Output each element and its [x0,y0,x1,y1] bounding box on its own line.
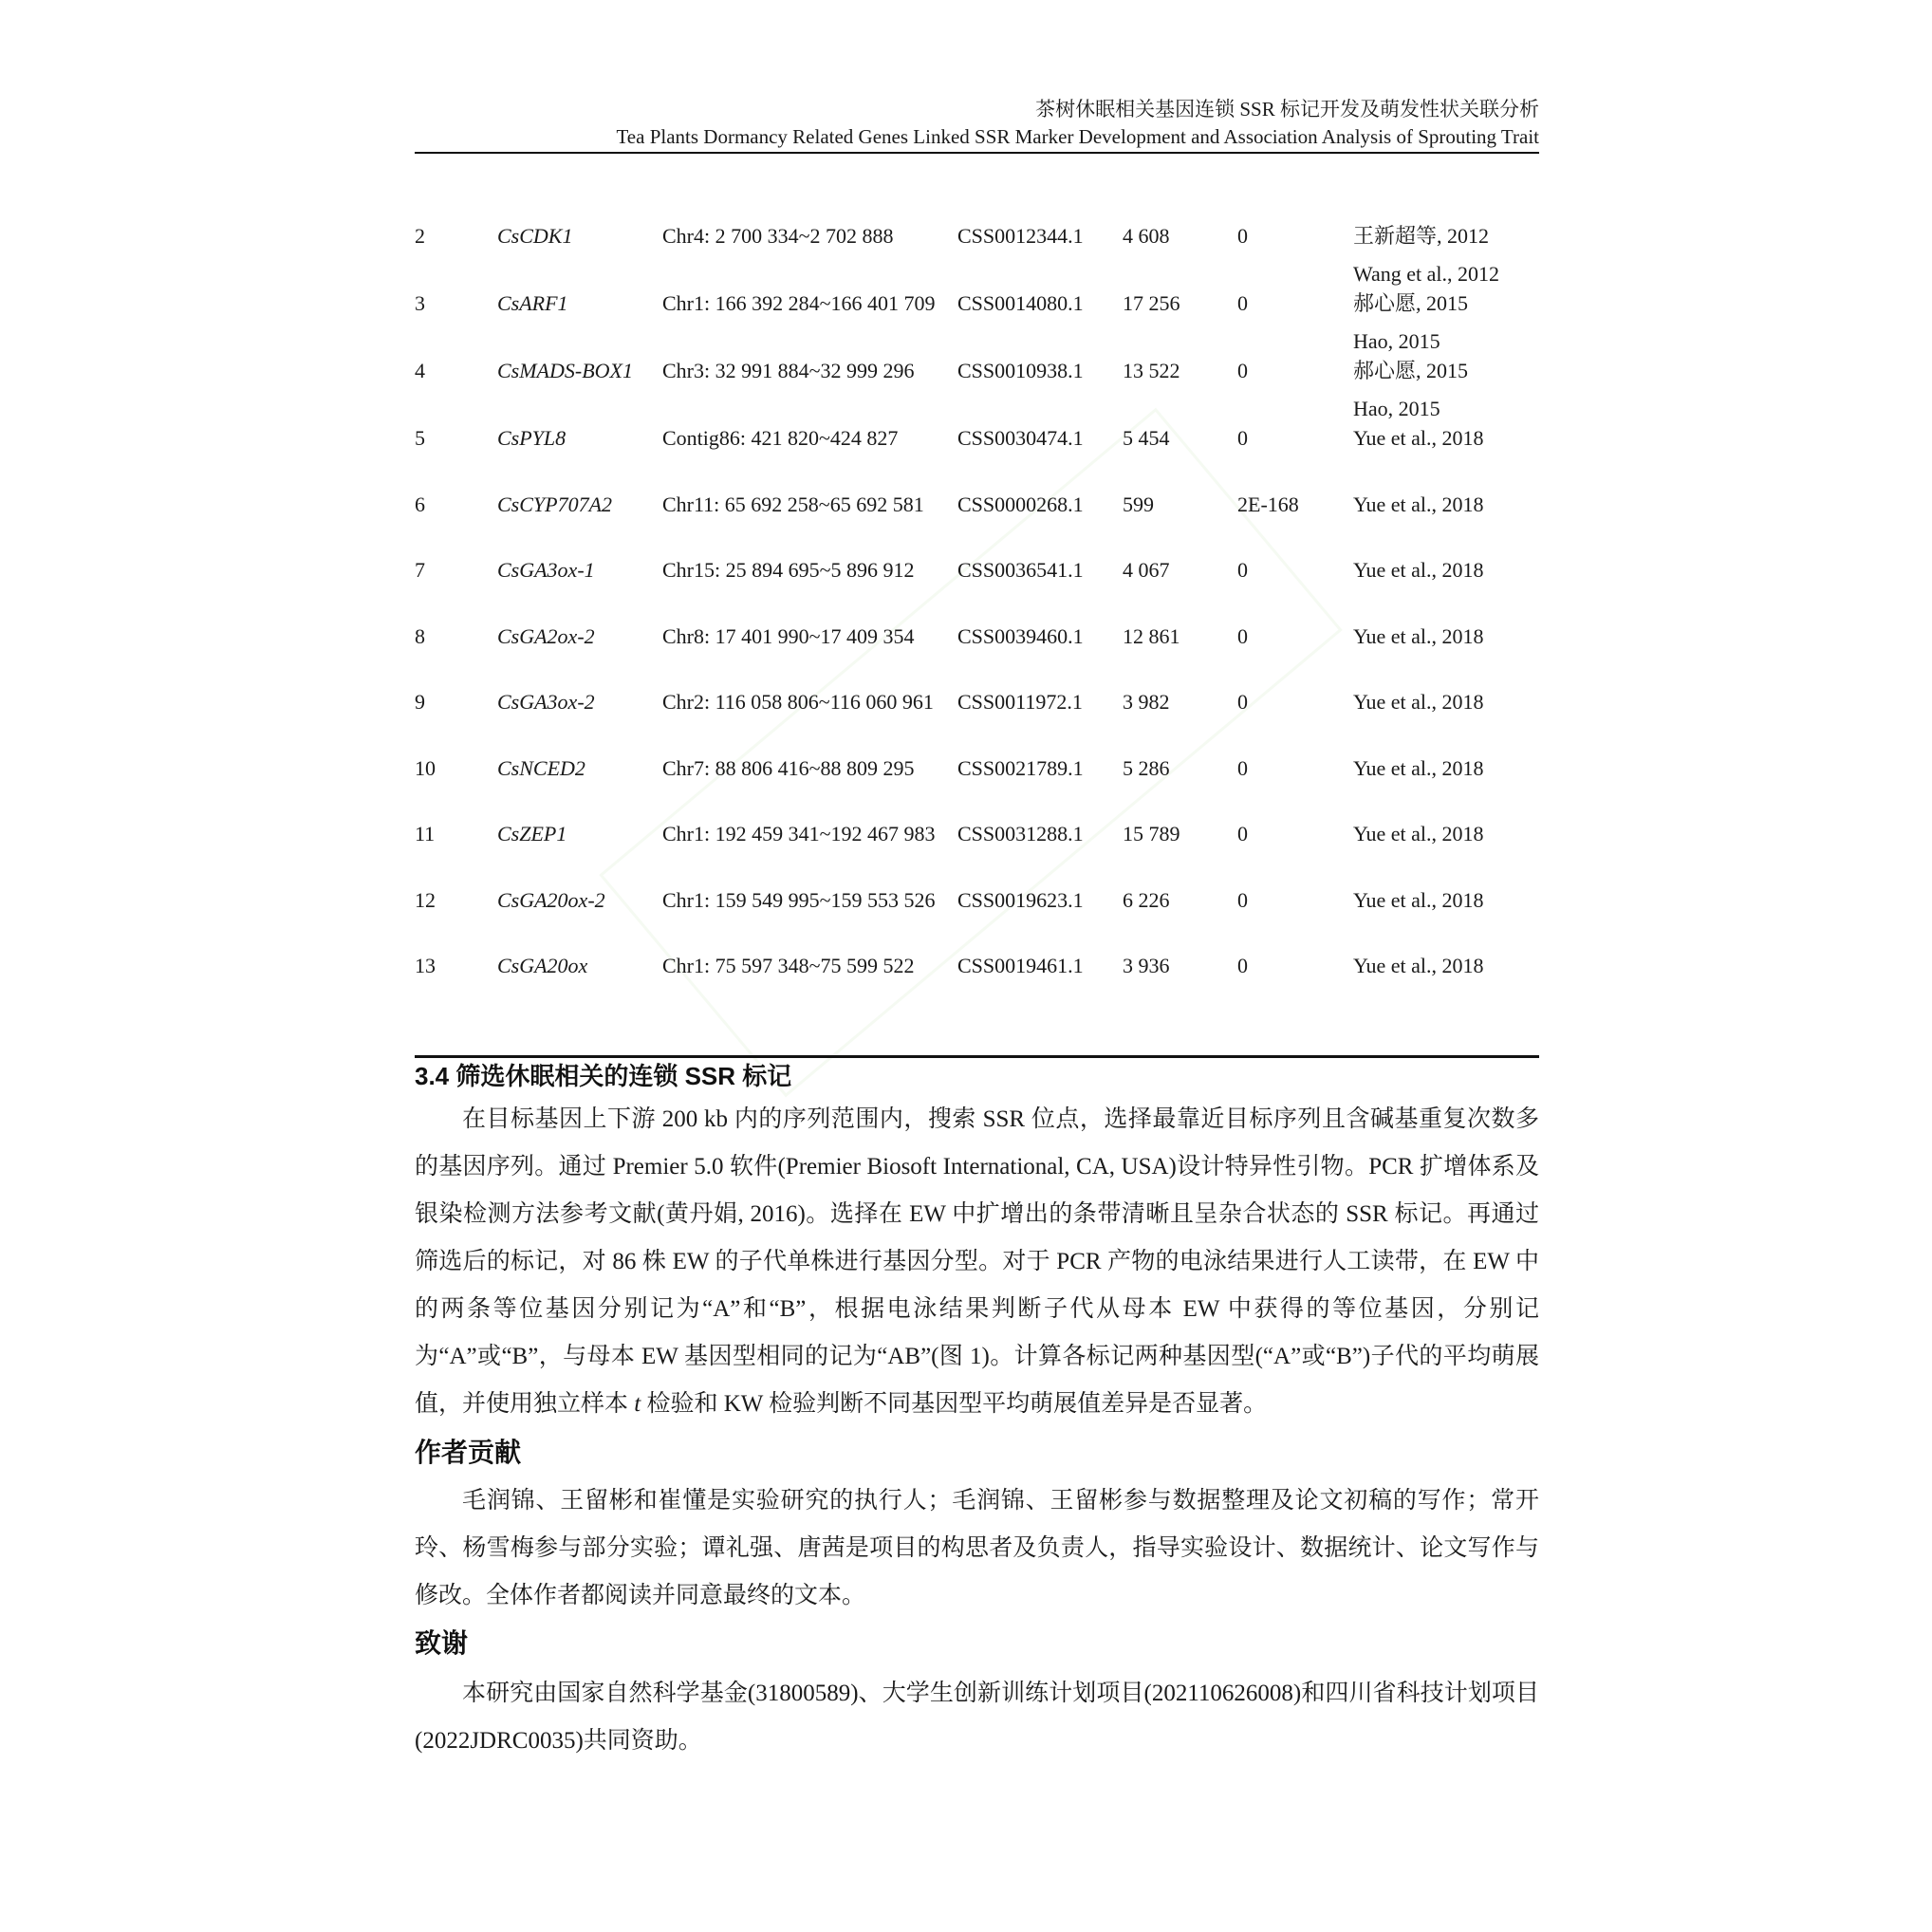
reference: Yue et al., 2018 [1353,426,1484,450]
gene-length-cell [1123,226,1237,293]
gene-name: CsZEP1 [497,822,567,845]
gene-length: 12 861 [1123,623,1180,648]
gene-name-cell [497,226,662,293]
reference-cell [1353,361,1539,428]
chromosome-location: Chr15: 25 894 695~5 896 912 [662,558,915,582]
reference: Yue et al., 2018 [1353,887,1484,912]
reference-cell [1353,755,1539,825]
table-row [415,890,1539,957]
section-heading-contributions: 作者贡献 [415,1438,522,1467]
reference-cell [1353,226,1539,293]
row-number: 8 [415,623,425,648]
e-value-cell [1237,494,1353,561]
acknowledgements-body [415,1670,1539,1765]
e-value: 0 [1237,887,1248,912]
table-row [415,758,1539,825]
gene-id: CSS0010938.1 [957,359,1084,382]
reference: Hao, 2015 [1353,397,1440,420]
reference: Hao, 2015 [1353,329,1440,353]
gene-name-cell [497,293,662,361]
gene-id-cell [957,824,1123,890]
gene-table-body [415,226,1539,1022]
row-number: 7 [415,558,425,582]
row-number-cell [415,824,497,890]
gene-name: CsNCED2 [497,755,585,780]
e-value: 0 [1237,755,1248,780]
e-value: 0 [1237,359,1248,382]
gene-length: 3 982 [1123,690,1170,714]
reference-cell [1353,494,1539,561]
reference: Yue et al., 2018 [1353,954,1484,977]
e-value-cell [1237,293,1353,361]
table-row [415,824,1539,890]
table-row [415,226,1539,293]
chromosome-location-cell [662,623,957,693]
chromosome-location: Chr3: 32 991 884~32 999 296 [662,359,915,382]
acknowledgements-paragraph: 本研究由国家自然科学基金(31800589)、大学生创新训练计划项目(202110626008)和四川省科技计划项目(2022JDRC0035)共同资助。 [415,1681,1539,1754]
chromosome-location: Contig86: 421 820~424 827 [662,426,899,450]
gene-name: CsGA3ox-2 [497,690,595,714]
gene-id: CSS0011972.1 [957,690,1083,714]
gene-length-cell [1123,623,1237,693]
section-heading-acknowledgements: 致谢 [415,1628,469,1658]
gene-id-cell [957,428,1123,494]
reference: Yue et al., 2018 [1353,690,1484,714]
gene-id-cell [957,560,1123,626]
gene-id-cell [957,494,1123,561]
reference: Yue et al., 2018 [1353,558,1484,582]
reference: 郝心愿, 2015 [1353,291,1469,315]
e-value-cell [1237,824,1353,890]
gene-length: 4 067 [1123,558,1170,582]
table-row [415,494,1539,561]
e-value: 0 [1237,291,1248,315]
section-3-4-text-b: 检验和 KW 检验判断不同基因型平均萌展值差异是否显著。 [641,1391,1268,1417]
gene-table [415,226,1539,1022]
reference: Wang et al., 2012 [1353,262,1500,286]
gene-name: CsCYP707A2 [497,492,613,516]
running-head [415,95,1539,150]
gene-id: CSS0014080.1 [957,291,1084,315]
e-value-cell [1237,226,1353,293]
chromosome-location-cell [662,692,957,758]
reference: 王新超等, 2012 [1353,224,1490,248]
gene-id: CSS0000268.1 [957,492,1084,516]
e-value-cell [1237,623,1353,693]
chromosome-location: Chr4: 2 700 334~2 702 888 [662,224,894,248]
reference-cell [1353,887,1539,957]
row-number: 4 [415,359,425,382]
gene-id-cell [957,755,1123,825]
gene-name: CsGA2ox-2 [497,623,595,648]
chromosome-location: Chr1: 192 459 341~192 467 983 [662,822,936,845]
gene-name: CsPYL8 [497,426,567,450]
e-value: 2E-168 [1237,492,1299,516]
row-number: 2 [415,224,425,248]
reference: Yue et al., 2018 [1353,492,1484,516]
row-number-cell [415,428,497,494]
table-row [415,626,1539,693]
gene-length: 15 789 [1123,822,1180,845]
chromosome-location: Chr7: 88 806 416~88 809 295 [662,755,915,780]
reference: Yue et al., 2018 [1353,822,1484,845]
row-number: 12 [415,887,436,912]
gene-name: CsARF1 [497,291,568,315]
reference-cell [1353,956,1539,1022]
gene-id: CSS0019623.1 [957,887,1084,912]
chromosome-location-cell [662,956,957,1022]
reference-cell [1353,692,1539,758]
gene-name-cell [497,887,662,957]
row-number-cell [415,361,497,428]
table-row [415,361,1539,428]
row-number-cell [415,623,497,693]
reference: 郝心愿, 2015 [1353,359,1469,382]
row-number-cell [415,956,497,1022]
contributions-paragraph: 毛润锦、王留彬和崔懂是实验研究的执行人；毛润锦、王留彬参与数据整理及论文初稿的写作；常开玲、杨雪梅参与部分实验；谭礼强、唐茜是项目的构思者及负责人，指导实验设计、数据统计、论文写作与修改。全体作者都阅读并同意最终的文本。 [415,1488,1539,1608]
e-value: 0 [1237,954,1248,977]
e-value: 0 [1237,623,1248,648]
gene-length-cell [1123,755,1237,825]
gene-name: CsGA20ox-2 [497,887,605,912]
gene-id: CSS0030474.1 [957,426,1084,450]
gene-name-cell [497,755,662,825]
row-number-cell [415,755,497,825]
chromosome-location-cell [662,428,957,494]
running-head-title-en: Tea Plants Dormancy Related Genes Linked SSR Marker Development and Association Analysis of Sprouting Trait [616,125,1539,148]
gene-length-cell [1123,956,1237,1022]
e-value-cell [1237,560,1353,626]
row-number: 9 [415,690,425,714]
chromosome-location-cell [662,887,957,957]
gene-name: CsGA20ox [497,954,588,977]
gene-length-cell [1123,887,1237,957]
reference-cell [1353,293,1539,361]
reference-cell [1353,560,1539,626]
chromosome-location: Chr11: 65 692 258~65 692 581 [662,492,924,516]
e-value-cell [1237,755,1353,825]
gene-id: CSS0019461.1 [957,954,1084,977]
row-number: 10 [415,755,436,780]
gene-length-cell [1123,494,1237,561]
chromosome-location-cell [662,293,957,361]
table-row [415,428,1539,494]
table-row [415,293,1539,361]
gene-id: CSS0031288.1 [957,822,1084,845]
e-value: 0 [1237,822,1248,845]
e-value: 0 [1237,426,1248,450]
gene-id-cell [957,226,1123,293]
row-number-cell [415,293,497,361]
gene-name-cell [497,428,662,494]
gene-length-cell [1123,428,1237,494]
chromosome-location-cell [662,755,957,825]
e-value-cell [1237,428,1353,494]
row-number-cell [415,692,497,758]
row-number: 11 [415,822,436,845]
gene-id-cell [957,361,1123,428]
gene-id: CSS0012344.1 [957,224,1084,248]
chromosome-location: Chr1: 166 392 284~166 401 709 [662,291,936,315]
gene-length: 5 454 [1123,426,1170,450]
section-3-4-text-a: 在目标基因上下游 200 kb 内的序列范围内，搜索 SSR 位点，选择最靠近目标序列且含碱基重复次数多的基因序列。通过 Premier 5.0 软件(Premier Biosoft International, CA, USA)设计特异性引物。PCR 扩增体系及银染检测方法参考文献(黄丹娟, 2016)。选择在 EW 中扩增出的条带清晰且呈杂合状态的 SSR 标记。再通过筛选后的标记，对 86 株 EW 的子代单株进行基因分型。对于 PCR 产物的电泳结果进行人工读带，在 EW 中的两条等位基因分别记为“A”和“B”，根据电泳结果判断子代从母本 EW 中获得的等位基因，分别记为“A”或“B”，与母本 EW 基因型相同的记为“AB”(图 1)。计算各标记两种基因型(“A”或“B”)子代的平均萌展值，并使用独立样本 [415,1106,1539,1417]
gene-length: 599 [1123,492,1154,516]
gene-id-cell [957,293,1123,361]
chromosome-location-cell [662,226,957,293]
gene-length: 6 226 [1123,887,1170,912]
gene-name-cell [497,692,662,758]
gene-length-cell [1123,293,1237,361]
row-number: 6 [415,492,425,516]
reference-cell [1353,428,1539,494]
section-heading-3-4: 3.4 筛选休眠相关的连锁 SSR 标记 [415,1062,792,1090]
e-value: 0 [1237,690,1248,714]
gene-name: CsCDK1 [497,224,573,248]
row-number-cell [415,887,497,957]
gene-id-cell [957,956,1123,1022]
reference-cell [1353,824,1539,890]
gene-id: CSS0039460.1 [957,623,1084,648]
gene-length: 4 608 [1123,224,1170,248]
gene-length: 3 936 [1123,954,1170,977]
gene-name-cell [497,824,662,890]
e-value-cell [1237,956,1353,1022]
gene-length: 17 256 [1123,291,1180,315]
e-value: 0 [1237,224,1248,248]
chromosome-location-cell [662,560,957,626]
chromosome-location-cell [662,494,957,561]
gene-name: CsGA3ox-1 [497,558,595,582]
row-number-cell [415,560,497,626]
row-number: 5 [415,426,425,450]
contributions-body [415,1477,1539,1620]
gene-name: CsMADS-BOX1 [497,359,633,382]
chromosome-location-cell [662,361,957,428]
gene-id-cell [957,692,1123,758]
reference: Yue et al., 2018 [1353,623,1484,648]
e-value-cell [1237,887,1353,957]
reference-cell [1353,623,1539,693]
chromosome-location: Chr1: 159 549 995~159 553 526 [662,887,936,912]
running-head-title-zh: 茶树休眠相关基因连锁 SSR 标记开发及萌发性状关联分析 [1035,98,1539,121]
gene-length: 13 522 [1123,359,1180,382]
gene-id: CSS0036541.1 [957,558,1084,582]
chromosome-location: Chr1: 75 597 348~75 599 522 [662,954,915,977]
gene-length-cell [1123,560,1237,626]
e-value-cell [1237,361,1353,428]
gene-id: CSS0021789.1 [957,755,1084,780]
gene-name-cell [497,956,662,1022]
gene-id-cell [957,887,1123,957]
gene-length: 5 286 [1123,755,1170,780]
header-rule [415,152,1539,154]
gene-name-cell [497,494,662,561]
t-symbol: t [634,1391,641,1417]
gene-length-cell [1123,692,1237,758]
gene-name-cell [497,560,662,626]
gene-id-cell [957,623,1123,693]
chromosome-location: Chr8: 17 401 990~17 409 354 [662,623,915,648]
section-3-4-paragraph [415,1096,1539,1428]
chromosome-location: Chr2: 116 058 806~116 060 961 [662,690,934,714]
section-3-4-body [415,1096,1539,1428]
row-number-cell [415,494,497,561]
gene-length-cell [1123,824,1237,890]
e-value-cell [1237,692,1353,758]
table-row [415,560,1539,626]
gene-name-cell [497,623,662,693]
table-row [415,692,1539,758]
row-number-cell [415,226,497,293]
gene-length-cell [1123,361,1237,428]
e-value: 0 [1237,558,1248,582]
gene-name-cell [497,361,662,428]
row-number: 13 [415,954,436,977]
table-row [415,956,1539,1022]
row-number: 3 [415,291,425,315]
chromosome-location-cell [662,824,957,890]
reference: Yue et al., 2018 [1353,755,1484,780]
